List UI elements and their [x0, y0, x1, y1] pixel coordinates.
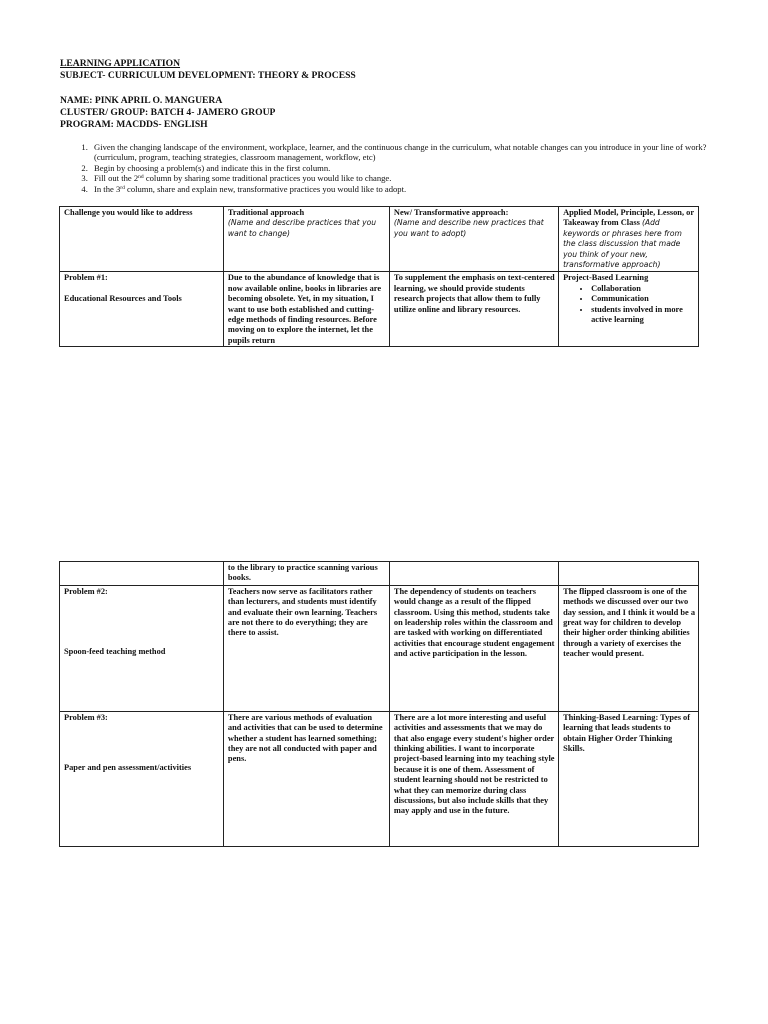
table-row: [60, 585, 699, 711]
header-challenge: [60, 207, 224, 272]
list-item: • Collaboration: [591, 284, 695, 294]
model-text: Thinking-Based Learning: Types of learning that leads students to obtain Higher Order Thinking Skills.: [563, 712, 691, 754]
challenge-cell: [60, 585, 224, 711]
header-note: (Name and describe practices that you want to change): [227, 218, 377, 238]
header-text: New/ Transformative approach:: [393, 208, 509, 217]
subject-line: SUBJECT- CURRICULUM DEVELOPMENT: THEORY & PROCESS: [60, 70, 356, 81]
header-text: Challenge you would like to address: [64, 208, 193, 217]
learning-table-part2: [59, 561, 699, 847]
new-cell: [389, 711, 558, 846]
instruction-item: [90, 184, 740, 194]
header-model: [559, 207, 699, 272]
challenge-cell: [60, 272, 224, 347]
challenge-text: Spoon-feed teaching method: [64, 647, 166, 657]
model-cell: [559, 711, 699, 846]
table-row: [60, 562, 699, 586]
ordinal-suffix: nd: [138, 174, 144, 181]
new-text: To supplement the emphasis on text-centered learning, we should provide students research projects that allow them to fully utilize online and library resources.: [393, 273, 555, 314]
header-text: Applied Model, Principle, Lesson, or Takeaway from Class: [563, 208, 694, 228]
instruction-text: Begin by choosing a problem(s) and indicate this in the first column.: [94, 162, 331, 173]
list-item: • Communication: [591, 294, 695, 304]
program-line: PROGRAM: MACDDS- ENGLISH: [60, 119, 208, 130]
traditional-text: to the library to practice scanning various books.: [227, 563, 378, 583]
header-text: Traditional approach: [227, 208, 305, 217]
challenge-text: Educational Resources and Tools: [64, 293, 182, 303]
instruction-item: [90, 173, 740, 183]
model-cell: [559, 585, 699, 711]
table-row: [60, 711, 699, 846]
problem-label: Problem #1:: [64, 273, 108, 283]
model-cell: [559, 562, 699, 586]
ordinal-suffix: rd: [120, 184, 125, 191]
new-cell: [389, 585, 558, 711]
model-bullets: [563, 284, 695, 326]
traditional-text: There are various methods of evaluation and activities that can be used to determine whether a student has learned something; they are not all conducted with paper and pens.: [227, 712, 383, 764]
challenge-cell: [60, 711, 224, 846]
table-row: [60, 272, 699, 347]
cluster-line: CLUSTER/ GROUP: BATCH 4- JAMERO GROUP: [60, 107, 276, 118]
traditional-cell: [223, 562, 389, 586]
instruction-item: [90, 163, 740, 173]
challenge-text: Paper and pen assessment/activities: [64, 763, 192, 773]
new-cell: [389, 272, 558, 347]
learning-table-part1: [59, 206, 699, 347]
traditional-cell: [223, 585, 389, 711]
instruction-text: In the 3: [94, 183, 121, 194]
traditional-cell: [223, 272, 389, 347]
document-title: LEARNING APPLICATION: [60, 58, 181, 69]
list-item: • students involved in more active learning: [591, 305, 695, 326]
model-cell: [559, 272, 699, 347]
model-title: Project-Based Learning: [563, 273, 649, 283]
challenge-cell: [60, 562, 224, 586]
table-header-row: [60, 207, 699, 272]
instruction-text: column by sharing some traditional practices you would like to change.: [143, 173, 392, 184]
header-new: [389, 207, 558, 272]
traditional-text: Teachers now serve as facilitators rather than lecturers, and students must identify and evaluate their own learning. Teachers are not there to do everything; they are there to assist.: [227, 586, 378, 638]
instruction-text: column, share and explain new, transformative practices you would like to adopt.: [124, 183, 407, 194]
problem-label: Problem #2:: [64, 586, 108, 596]
name-line: NAME: PINK APRIL O. MANGUERA: [60, 95, 223, 106]
instruction-text: Fill out the 2: [94, 173, 139, 184]
problem-label: Problem #3:: [64, 712, 108, 722]
instruction-text: Given the changing landscape of the environment, workplace, learner, and the continuous change in the curriculum, what notable changes can you introduce in your line of work? (curriculum, program, teaching strategies, classroom management, workflow, etc): [94, 142, 707, 163]
instructions-list: [60, 142, 740, 194]
header-note: (Add keywords or phrases here from the class discussion that made you think of your new, transformative approach): [563, 218, 682, 270]
model-text: The flipped classroom is one of the methods we discussed over our two day session, and I think it would be a great way for children to develop their higher order thinking abilities through a variety of exercises the teacher would present.: [563, 586, 696, 659]
header-note: (Name and describe new practices that you want to adopt): [393, 218, 544, 238]
new-text: The dependency of students on teachers would change as a result of the flipped classroom. Using this method, students take on leadership roles within the classroom and are tasked with working on differentiated activities that encourage student engagement and active participation in the lesson.: [393, 586, 555, 659]
instruction-item: [90, 142, 740, 163]
traditional-text: Due to the abundance of knowledge that is now available online, books in libraries are becoming obsolete. Yet, in my situation, I want to use both established and cutting-edge methods of finding resources. Before moving on to explore the internet, let the pupils return: [227, 273, 382, 345]
new-cell: [389, 562, 558, 586]
traditional-cell: [223, 711, 389, 846]
new-text: There are a lot more interesting and useful activities and assessments that we may do that also engage every student's higher order thinking abilities. I want to incorporate project-based learning into my teaching style because it is one of them. Assessment of student learning should not be restricted to what they can memorize during class discussions, but also include skills that they may apply and use in the future.: [393, 712, 555, 816]
header-traditional: [223, 207, 389, 272]
